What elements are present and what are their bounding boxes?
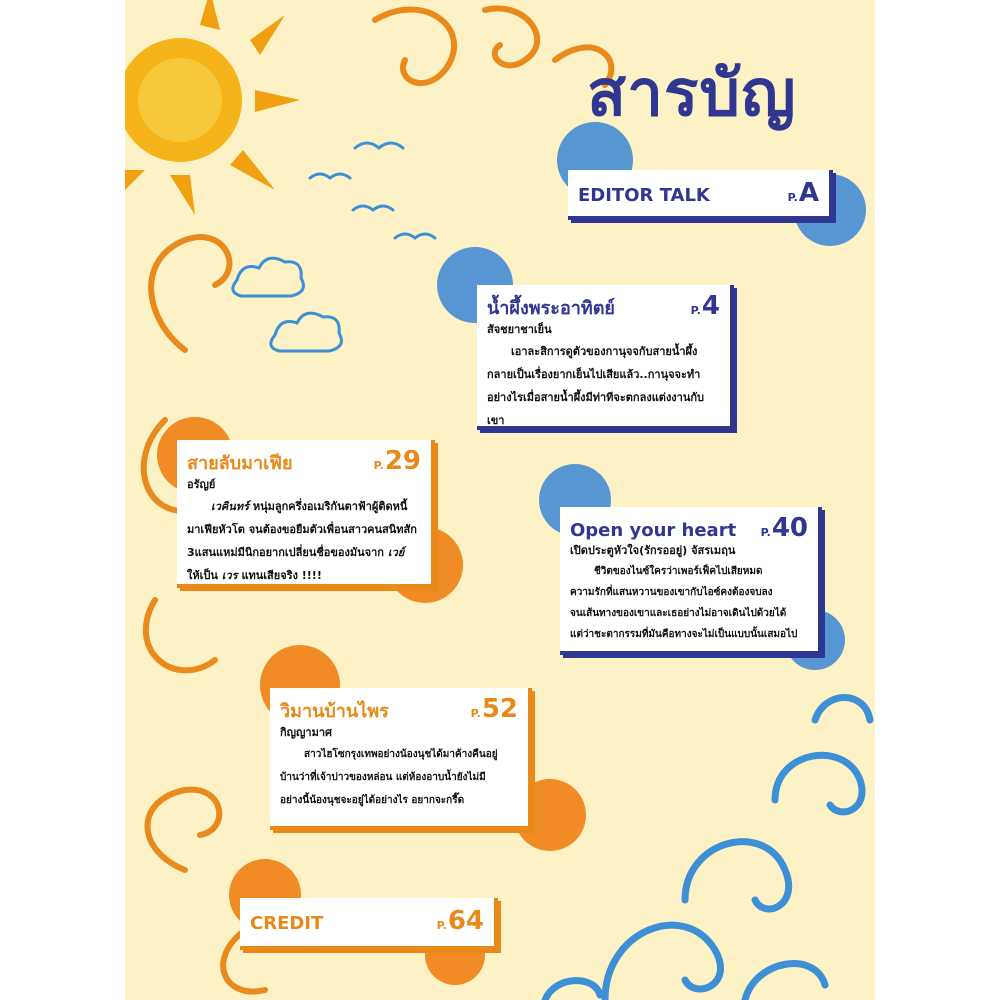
entry-title: CREDIT [250,913,324,934]
page-number: P.A [787,178,819,208]
sun-icon [125,0,300,215]
toc-entry-credit[interactable] [240,898,498,950]
clouds-icon [233,258,342,351]
entry-author: อรัญย์ [187,478,216,491]
entry-title: วิมานบ้านไพร [280,701,389,722]
entry-title: Open your heart [570,520,737,541]
toc-entry-spy-mafia[interactable] [177,440,435,588]
entry-description: สาวไฮโซกรุงเทพอย่างน้องนุชได้มาค้างคืนอยู่ บ้านว่าที่เจ้าบ่าวของหล่อน แต่ห้องอาบน้ำยังไม่มี อย่างนี้น้องนุชจะอยู่ได้อย่างไร อยากจะกรี๊ด [280,749,498,806]
entry-description: ชีวิตของไนซ์ใครว่าเพอร์เฟ็คไปเสียหมด ความรักที่แสนหวานของเขากับไอซ์คงต้องจบลง จนเส้นทางของเขาและเธอย่างไม่อาจเดินไปด้วยได้ แต่ว่าชะตากรรมที่มันคือทางจะไม่เป็นแบบนั้นเสมอไป [570,566,798,640]
entry-title: สายลับมาเฟีย [187,453,293,474]
page-number: P.40 [760,513,808,543]
entry-description: เวคินทร์ หนุ่มลูกครึ่งอเมริกันตาฟ้าผู้ติดหนี้ มาเฟียหัวโต จนต้องขอยืมตัวเพื่อนสาวคนสนิทสัก 3แสนแหม่มีนิกอยากเปลี่ยนชื่อของมันจาก เวย์ ให้เป็น เวร แทนเสียจริง !!!! [187,500,417,582]
magazine-page [125,0,875,1000]
toc-entry-editor-talk[interactable] [568,170,833,220]
page-title: สารบัญ [587,57,797,131]
entry-author: กิญญามาศ [280,726,332,739]
toc-entry-wiman-ban-phrai[interactable] [270,688,532,830]
blue-wave-decoration [545,698,870,1000]
page-number: P.29 [373,446,421,476]
entry-author: สัจชยาชาเย็น [487,323,552,336]
entry-title: EDITOR TALK [578,185,710,206]
page-number: P.64 [436,906,484,936]
page-number: P.52 [470,694,518,724]
entry-title: น้ำผึ้งพระอาทิตย์ [487,298,615,319]
entry-author: เปิดประตูหัวใจ(รักรออยู่) จัสรเมฤน [570,544,736,557]
toc-entry-honey-sun[interactable] [477,285,734,430]
birds-icon [310,143,435,238]
entry-description: เอาละสิการดูตัวของกานุจจกับสายน้ำผึ้ง กลายเป็นเรื่องยากเย็นไปเสียแล้ว..กานุจจะทำ อย่างไรเมื่อสายน้ำผึ้งมีท่าทีจะตกลงแต่งงานกับเขา [487,345,705,427]
page-number: P.4 [690,291,720,321]
toc-entry-open-your-heart[interactable] [560,507,822,655]
